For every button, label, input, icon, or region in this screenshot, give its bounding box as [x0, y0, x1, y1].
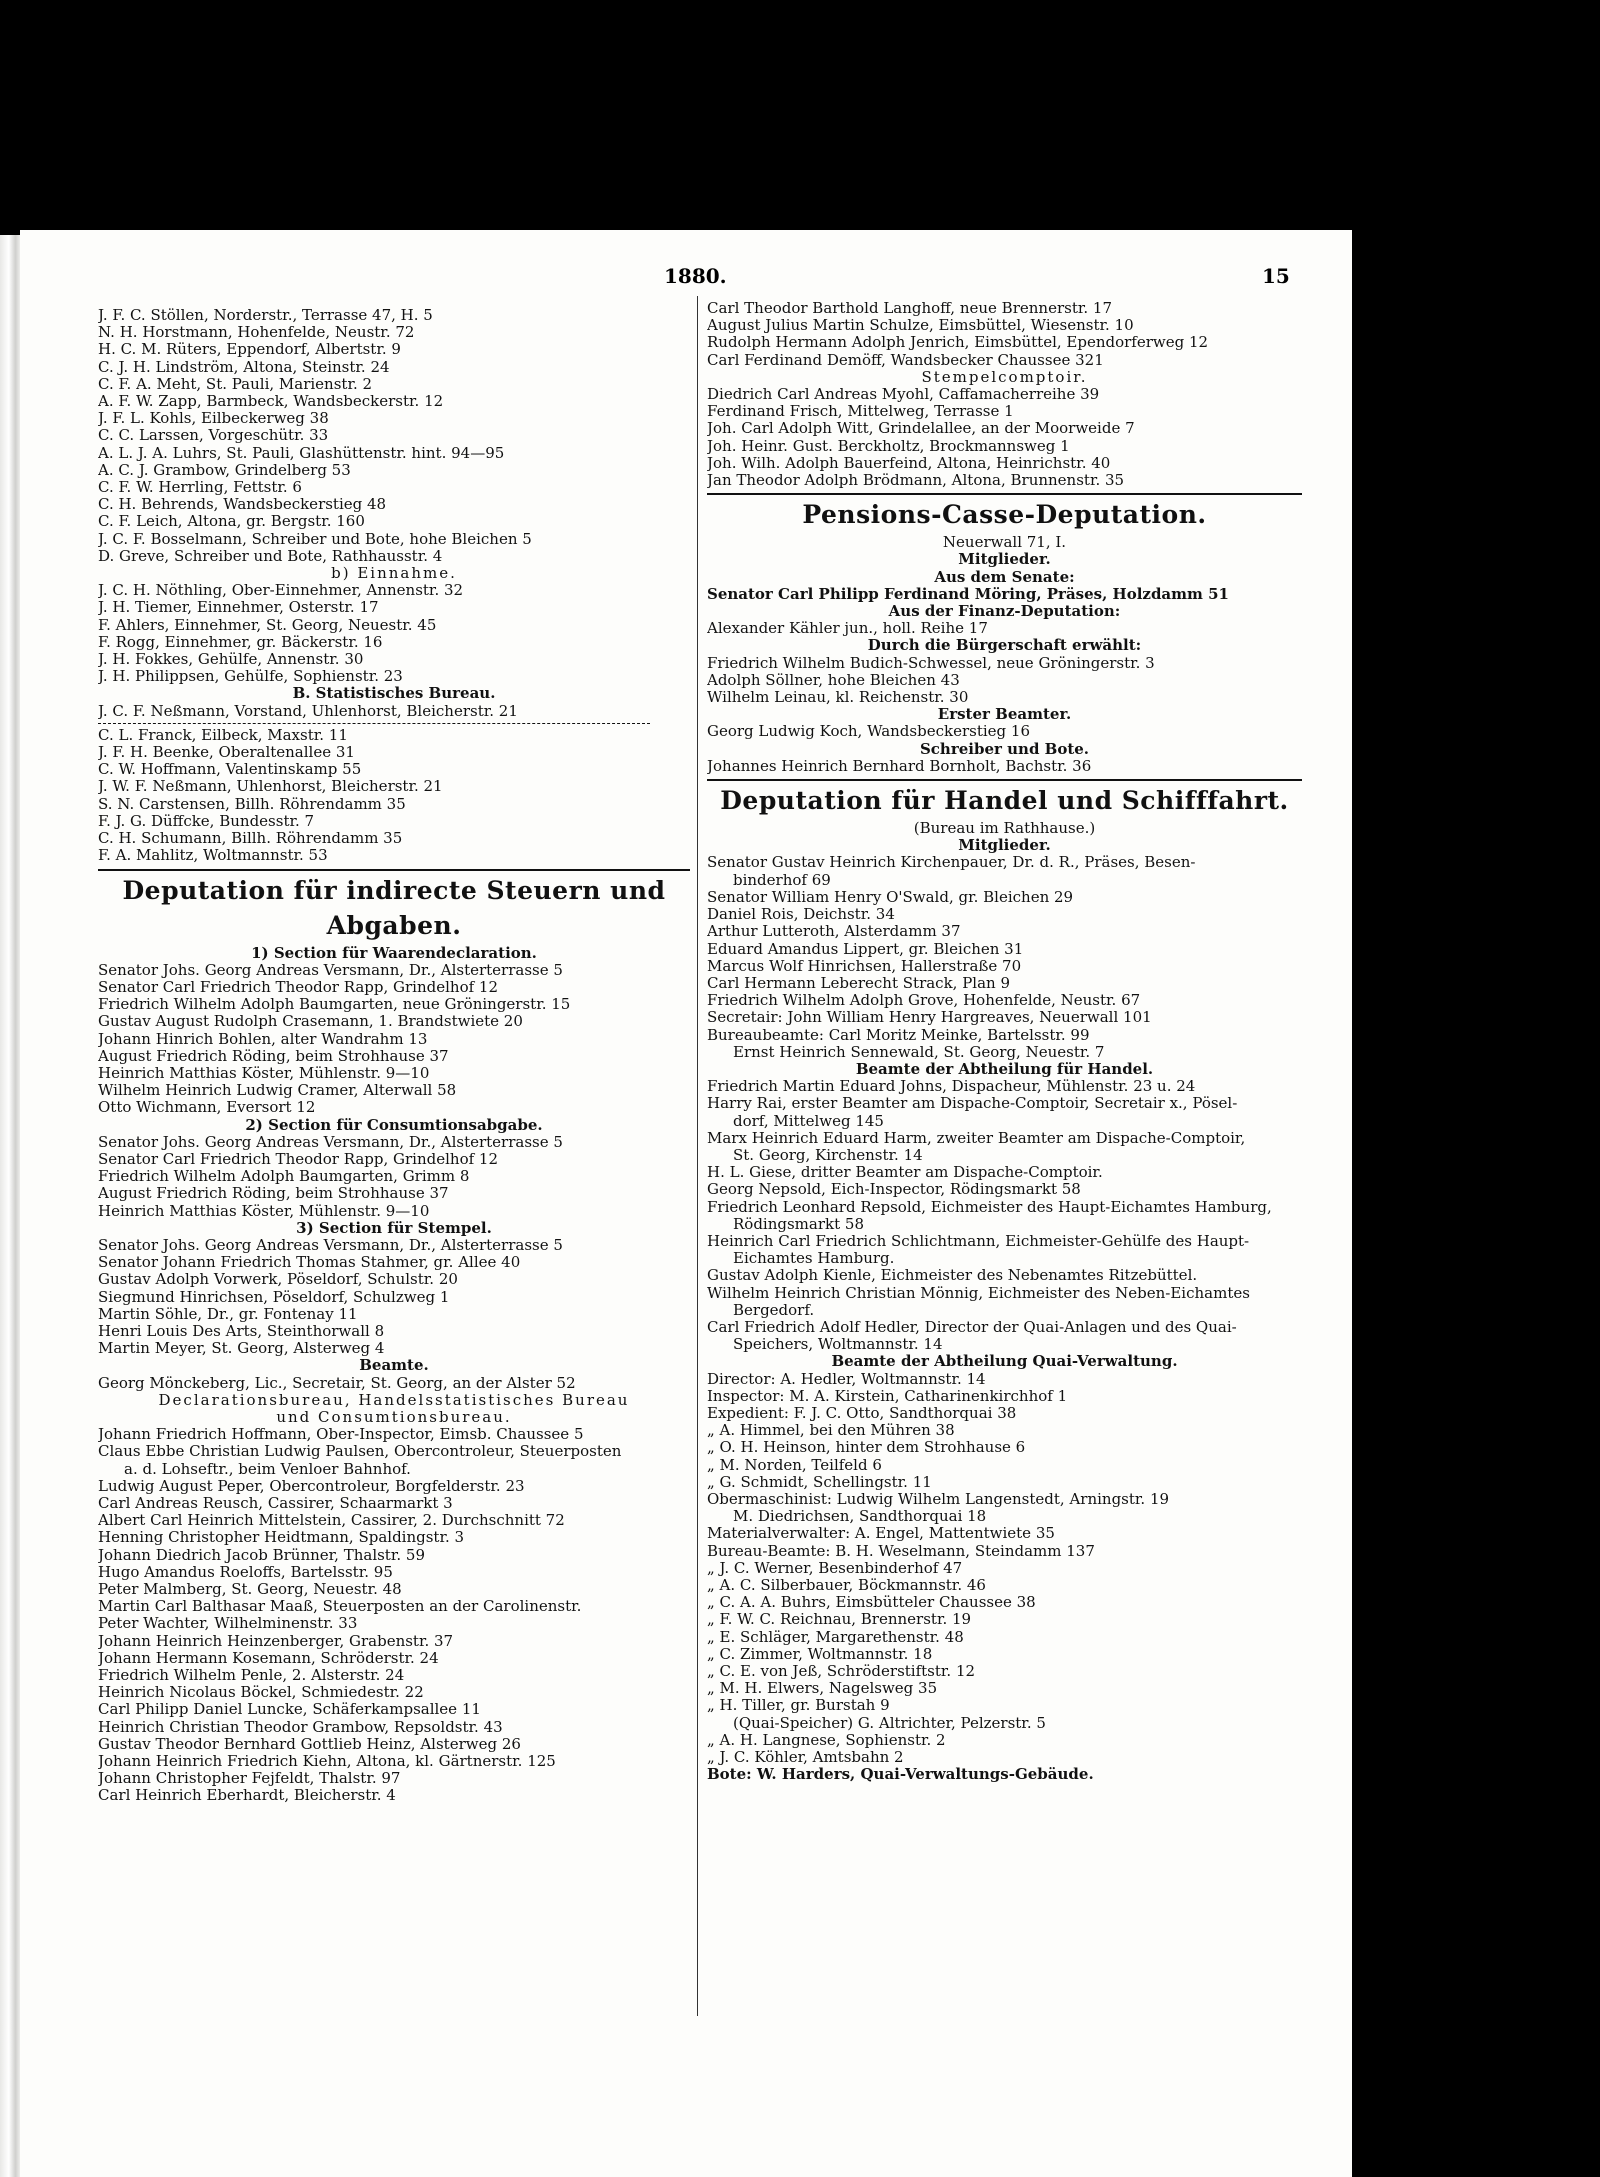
entry-line: Friedrich Wilhelm Adolph Grove, Hohenfelde, Neustr. 67: [707, 992, 1141, 1010]
entry-line: Wilhelm Heinrich Christian Mönnig, Eichmeister des Neben-Eichamtes: [707, 1284, 1250, 1302]
subheading: 2) Section für Consumtionsabgabe.: [245, 1116, 543, 1134]
entry-line: Marx Heinrich Eduard Harm, zweiter Beamter am Dispache-Comptoir,: [707, 1129, 1246, 1147]
entry-line: Johann Heinrich Friedrich Kiehn, Altona, kl. Gärtnerstr. 125: [98, 1753, 556, 1771]
entry-line: Ernst Heinrich Sennewald, St. Georg, Neuestr. 7: [733, 1043, 1105, 1061]
entry-line: „ C. Zimmer, Woltmannstr. 18: [707, 1645, 933, 1663]
subheading: Durch die Bürgerschaft erwählt:: [867, 637, 1142, 655]
entry-line: Gustav August Rudolph Crasemann, 1. Brandstwiete 20: [98, 1013, 523, 1031]
entry-line: Senator Johs. Georg Andreas Versmann, Dr., Alsterterrasse 5: [98, 961, 563, 979]
entry-line: F. A. Mahlitz, Woltmannstr. 53: [98, 847, 328, 865]
entry-line: binderhof 69: [733, 871, 831, 889]
left-column: [98, 307, 690, 1805]
entry-line: Carl Heinrich Eberhardt, Bleicherstr. 4: [98, 1787, 396, 1805]
entry-line: A. L. J. A. Luhrs, St. Pauli, Glashüttenstr. hint. 94—95: [98, 444, 505, 462]
entry-line: N. H. Horstmann, Hohenfelde, Neustr. 72: [98, 324, 415, 342]
entry-line: C. F. W. Herrling, Fettstr. 6: [98, 479, 302, 497]
subheading: Aus der Finanz-Deputation:: [888, 603, 1121, 621]
entry-line: Heinrich Matthias Köster, Mühlenstr. 9—10: [98, 1202, 430, 1220]
entry-line: Senator Carl Friedrich Theodor Rapp, Grindelhof 12: [98, 1150, 499, 1168]
entry-line: Johann Diedrich Jacob Brünner, Thalstr. 59: [98, 1546, 425, 1564]
entry-line: Heinrich Carl Friedrich Schlichtmann, Eichmeister-Gehülfe des Haupt-: [707, 1232, 1250, 1250]
entry-line: J. F. H. Beenke, Oberaltenallee 31: [98, 744, 355, 762]
entry-line: Heinrich Nicolaus Böckel, Schmiedestr. 22: [98, 1684, 424, 1702]
section-rule: [707, 493, 1302, 495]
entry-line: A. C. J. Grambow, Grindelberg 53: [98, 461, 351, 479]
subheading: 3) Section für Stempel.: [296, 1219, 492, 1237]
entry-line: Marcus Wolf Hinrichsen, Hallerstraße 70: [707, 957, 1022, 975]
entry-line: Secretair: John William Henry Hargreaves, Neuerwall 101: [707, 1009, 1152, 1027]
entry-line: Georg Nepsold, Eich-Inspector, Rödingsmarkt 58: [707, 1181, 1081, 1199]
section-heading: Deputation für Handel und Schifffahrt.: [720, 786, 1289, 816]
entry-line: August Friedrich Röding, beim Strohhause 37: [98, 1047, 449, 1065]
entry-line: Joh. Wilh. Adolph Bauerfeind, Altona, Heinrichstr. 40: [707, 454, 1111, 472]
entry-line: H. L. Giese, dritter Beamter am Dispache-Comptoir.: [707, 1164, 1103, 1182]
entry-line: Peter Malmberg, St. Georg, Neuestr. 48: [98, 1581, 402, 1599]
entry-line: Daniel Rois, Deichstr. 34: [707, 906, 895, 924]
entry-line: Friedrich Leonhard Repsold, Eichmeister des Haupt-Eichamtes Hamburg,: [707, 1198, 1272, 1216]
entry-line: Johann Hermann Kosemann, Schröderstr. 24: [98, 1649, 439, 1667]
entry-line: Eduard Amandus Lippert, gr. Bleichen 31: [707, 940, 1024, 958]
section-heading: Abgaben.: [326, 910, 462, 940]
entry-line: F. Rogg, Einnehmer, gr. Bäckerstr. 16: [98, 633, 383, 651]
entry-line: Senator Johann Friedrich Thomas Stahmer, gr. Allee 40: [98, 1254, 521, 1272]
entry-line: Senator Gustav Heinrich Kirchenpauer, Dr. d. R., Präses, Besen-: [707, 854, 1196, 872]
entry-line: Bote: W. Harders, Quai-Verwaltungs-Gebäude.: [707, 1766, 1094, 1784]
entry-line: St. Georg, Kirchenstr. 14: [733, 1146, 923, 1164]
entry-line: Senator Carl Friedrich Theodor Rapp, Grindelhof 12: [98, 978, 499, 996]
adjacent-page-edge: [0, 235, 22, 2177]
subheading: Beamte.: [359, 1357, 429, 1375]
entry-line: C. F. Leich, Altona, gr. Bergstr. 160: [98, 513, 365, 531]
page-year: 1880.: [664, 264, 727, 288]
entry-line: Johannes Heinrich Bernhard Bornholt, Bachstr. 36: [707, 757, 1092, 775]
entry-line: A. F. W. Zapp, Barmbeck, Wandsbeckerstr. 12: [98, 393, 444, 411]
entry-line: Johann Friedrich Hoffmann, Ober-Inspector, Eimsb. Chaussee 5: [98, 1426, 584, 1444]
entry-line: Friedrich Martin Eduard Johns, Dispacheur, Mühlenstr. 23 u. 24: [707, 1078, 1196, 1096]
entry-line: „ E. Schläger, Margarethenstr. 48: [707, 1628, 964, 1646]
entry-line: Materialverwalter: A. Engel, Mattentwiete 35: [707, 1525, 1055, 1543]
entry-line: J. C. H. Nöthling, Ober-Einnehmer, Annenstr. 32: [98, 582, 464, 600]
entry-line: Carl Hermann Leberecht Strack, Plan 9: [707, 974, 1011, 992]
entry-line: Peter Wachter, Wilhelminenstr. 33: [98, 1615, 358, 1633]
dashed-separator: [98, 723, 650, 724]
entry-line: „ O. H. Heinson, hinter dem Strohhause 6: [707, 1439, 1026, 1457]
entry-line: „ J. C. Werner, Besenbinderhof 47: [707, 1559, 963, 1577]
entry-line: Bergedorf.: [733, 1301, 815, 1319]
entry-line: „ A. C. Silberbauer, Böckmannstr. 46: [707, 1577, 986, 1595]
entry-line: Jan Theodor Adolph Brödmann, Altona, Brunnenstr. 35: [707, 472, 1125, 490]
entry-line: M. Diedrichsen, Sandthorquai 18: [733, 1508, 987, 1526]
entry-line: Friedrich Wilhelm Adolph Baumgarten, neue Gröningerstr. 15: [98, 996, 571, 1014]
entry-line: Gustav Theodor Bernhard Gottlieb Heinz, Alsterweg 26: [98, 1735, 521, 1753]
entry-line: C. H. Behrends, Wandsbeckerstieg 48: [98, 496, 387, 514]
entry-line: (Quai-Speicher) G. Altrichter, Pelzerstr. 5: [733, 1714, 1046, 1732]
entry-line: D. Greve, Schreiber und Bote, Rathhausstr. 4: [98, 547, 443, 565]
entry-line: Bureau-Beamte: B. H. Weselmann, Steindamm 137: [707, 1542, 1095, 1560]
subheading: Neuerwall 71, I.: [942, 534, 1067, 552]
entry-line: S. N. Carstensen, Billh. Röhrendamm 35: [98, 795, 406, 813]
entry-line: Henning Christopher Heidtmann, Spaldingstr. 3: [98, 1529, 465, 1547]
entry-line: C. J. H. Lindström, Altona, Steinstr. 24: [98, 358, 390, 376]
subheading: Erster Beamter.: [937, 706, 1072, 724]
entry-line: Joh. Carl Adolph Witt, Grindelallee, an der Moorweide 7: [707, 420, 1135, 438]
entry-line: J. W. F. Neßmann, Uhlenhorst, Bleicherstr. 21: [98, 778, 443, 796]
section-rule: [98, 869, 690, 871]
entry-line: Senator Johs. Georg Andreas Versmann, Dr., Alsterterrasse 5: [98, 1236, 563, 1254]
entry-line: J. H. Fokkes, Gehülfe, Annenstr. 30: [98, 651, 364, 669]
entry-line: Albert Carl Heinrich Mittelstein, Cassirer, 2. Durchschnitt 72: [98, 1512, 565, 1530]
entry-line: Martin Meyer, St. Georg, Alsterweg 4: [98, 1340, 385, 1358]
entry-line: „ F. W. C. Reichnau, Brennerstr. 19: [707, 1611, 972, 1629]
subheading: Schreiber und Bote.: [919, 740, 1090, 758]
entry-line: Director: A. Hedler, Woltmannstr. 14: [707, 1370, 986, 1388]
entry-line: Carl Andreas Reusch, Cassirer, Schaarmarkt 3: [98, 1495, 453, 1512]
subheading: Stempelcomptoir.: [921, 368, 1088, 386]
entry-line: Senator Johs. Georg Andreas Versmann, Dr., Alsterterrasse 5: [98, 1133, 563, 1151]
subheading: b) Einnahme.: [331, 565, 457, 583]
entry-line: C. H. Schumann, Billh. Röhrendamm 35: [98, 830, 403, 848]
entry-line: „ C. A. A. Buhrs, Eimsbütteler Chaussee 38: [707, 1594, 1036, 1612]
entry-line: „ G. Schmidt, Schellingstr. 11: [707, 1473, 932, 1491]
entry-line: Martin Carl Balthasar Maaß, Steuerposten an der Carolinenstr.: [98, 1598, 582, 1616]
entry-line: „ M. H. Elwers, Nagelsweg 35: [707, 1680, 938, 1698]
entry-line: J. C. F. Neßmann, Vorstand, Uhlenhorst, Bleicherstr. 21: [98, 702, 518, 720]
subheading: und Consumtionsbureau.: [276, 1408, 512, 1426]
entry-line: Heinrich Matthias Köster, Mühlenstr. 9—10: [98, 1064, 430, 1082]
entry-line: Bureaubeamte: Carl Moritz Meinke, Bartelsstr. 99: [707, 1026, 1090, 1044]
entry-line: „ A. H. Langnese, Sophienstr. 2: [707, 1731, 946, 1749]
entry-line: Otto Wichmann, Eversort 12: [98, 1099, 316, 1117]
entry-line: Senator Carl Philipp Ferdinand Möring, Präses, Holzdamm 51: [707, 585, 1229, 603]
page-number: 15: [1262, 264, 1290, 288]
entry-line: Harry Rai, erster Beamter am Dispache-Comptoir, Secretair x., Pösel-: [707, 1095, 1238, 1113]
entry-line: Claus Ebbe Christian Ludwig Paulsen, Obercontroleur, Steuerposten: [98, 1443, 622, 1461]
subheading: 1) Section für Waarendeclaration.: [251, 944, 537, 962]
entry-line: Hugo Amandus Roeloffs, Bartelsstr. 95: [98, 1563, 393, 1581]
entry-line: Wilhelm Leinau, kl. Reichenstr. 30: [707, 689, 969, 707]
entry-line: Rudolph Hermann Adolph Jenrich, Eimsbüttel, Ependorferweg 12: [707, 334, 1209, 352]
entry-line: Georg Mönckeberg, Lic., Secretair, St. Georg, an der Alster 52: [98, 1374, 576, 1392]
entry-line: Joh. Heinr. Gust. Berckholtz, Brockmannsweg 1: [707, 437, 1070, 455]
entry-line: C. C. Larssen, Vorgeschütr. 33: [98, 427, 329, 445]
subheading: Beamte der Abtheilung Quai-Verwaltung.: [831, 1353, 1178, 1371]
entry-line: Obermaschinist: Ludwig Wilhelm Langenstedt, Arningstr. 19: [707, 1491, 1170, 1508]
entry-line: Carl Friedrich Adolf Hedler, Director der Quai-Anlagen und des Quai-: [707, 1318, 1237, 1336]
entry-line: Friedrich Wilhelm Adolph Baumgarten, Grimm 8: [98, 1168, 470, 1186]
entry-line: Johann Heinrich Heinzenberger, Grabenstr. 37: [98, 1632, 454, 1650]
entry-line: J. F. L. Kohls, Eilbeckerweg 38: [98, 410, 329, 428]
entry-line: „ A. Himmel, bei den Mühren 38: [707, 1422, 955, 1440]
entry-line: „ J. C. Köhler, Amtsbahn 2: [707, 1749, 904, 1767]
entry-line: J. C. F. Bosselmann, Schreiber und Bote, hohe Bleichen 5: [98, 530, 532, 548]
right-column: [707, 300, 1302, 1783]
entry-line: Gustav Adolph Kienle, Eichmeister des Nebenamtes Ritzebüttel.: [707, 1267, 1198, 1285]
section-heading: Deputation für indirecte Steuern und: [122, 875, 666, 905]
entry-line: Diedrich Carl Andreas Myohl, Caffamacherreihe 39: [707, 386, 1100, 404]
entry-line: Rödingsmarkt 58: [733, 1215, 864, 1233]
entry-line: Friedrich Wilhelm Penle, 2. Alsterstr. 24: [98, 1667, 405, 1685]
column-divider: [697, 296, 698, 2016]
entry-line: „ M. Norden, Teilfeld 6: [707, 1456, 882, 1474]
entry-line: dorf, Mittelweg 145: [733, 1112, 884, 1130]
entry-line: Johann Christopher Fejfeldt, Thalstr. 97: [98, 1770, 401, 1788]
entry-line: Senator William Henry O'Swald, gr. Bleichen 29: [707, 888, 1074, 906]
entry-line: Henri Louis Des Arts, Steinthorwall 8: [98, 1322, 385, 1340]
entry-line: C. W. Hoffmann, Valentinskamp 55: [98, 761, 362, 779]
entry-line: Ludwig August Peper, Obercontroleur, Borgfelderstr. 23: [98, 1477, 525, 1495]
entry-line: Carl Ferdinand Demöff, Wandsbecker Chaussee 321: [707, 351, 1104, 369]
entry-line: Alexander Kähler jun., holl. Reihe 17: [707, 620, 988, 638]
entry-line: August Julius Martin Schulze, Eimsbüttel, Wiesenstr. 10: [707, 317, 1134, 335]
entry-line: Johann Hinrich Bohlen, alter Wandrahm 13: [98, 1030, 428, 1048]
subheading: Mitglieder.: [958, 551, 1051, 569]
entry-line: Speichers, Woltmannstr. 14: [733, 1336, 943, 1354]
entry-line: J. H. Philippsen, Gehülfe, Sophienstr. 23: [98, 668, 403, 686]
subheading: Aus dem Senate:: [934, 568, 1075, 586]
section-heading: Pensions-Casse-Deputation.: [802, 500, 1207, 530]
subheading: (Bureau im Rathhause.): [913, 820, 1096, 838]
entry-line: Carl Philipp Daniel Luncke, Schäferkampsallee 11: [98, 1701, 481, 1719]
subheading: Beamte der Abtheilung für Handel.: [855, 1060, 1154, 1078]
entry-line: Expedient: F. J. C. Otto, Sandthorquai 38: [707, 1404, 1017, 1422]
entry-line: J. F. C. Stöllen, Norderstr., Terrasse 47, H. 5: [98, 307, 433, 324]
entry-line: F. Ahlers, Einnehmer, St. Georg, Neuestr. 45: [98, 616, 437, 634]
entry-line: Siegmund Hinrichsen, Pöseldorf, Schulzweg 1: [98, 1288, 450, 1306]
entry-line: Martin Söhle, Dr., gr. Fontenay 11: [98, 1305, 358, 1323]
entry-line: C. F. A. Meht, St. Pauli, Marienstr. 2: [98, 375, 373, 393]
entry-line: a. d. Lohseftr., beim Venloer Bahnhof.: [124, 1460, 411, 1478]
entry-line: Wilhelm Heinrich Ludwig Cramer, Alterwall 58: [98, 1082, 457, 1100]
subheading: B. Statistisches Bureau.: [292, 685, 496, 703]
entry-line: Eichamtes Hamburg.: [733, 1250, 895, 1268]
entry-line: „ C. E. von Jeß, Schröderstiftstr. 12: [707, 1663, 976, 1681]
entry-line: Friedrich Wilhelm Budich-Schwessel, neue Gröningerstr. 3: [707, 654, 1155, 672]
entry-line: C. L. Franck, Eilbeck, Maxstr. 11: [98, 726, 348, 744]
entry-line: Gustav Adolph Vorwerk, Pöseldorf, Schulstr. 20: [98, 1271, 458, 1289]
entry-line: August Friedrich Röding, beim Strohhause 37: [98, 1185, 449, 1203]
entry-line: Inspector: M. A. Kirstein, Catharinenkirchhof 1: [707, 1387, 1068, 1405]
section-rule: [707, 779, 1302, 781]
entry-line: Adolph Söllner, hohe Bleichen 43: [707, 671, 960, 689]
entry-line: F. J. G. Düffcke, Bundesstr. 7: [98, 812, 315, 830]
entry-line: Carl Theodor Barthold Langhoff, neue Brennerstr. 17: [707, 300, 1112, 317]
entry-line: Ferdinand Frisch, Mittelweg, Terrasse 1: [707, 403, 1014, 421]
entry-line: J. H. Tiemer, Einnehmer, Osterstr. 17: [98, 599, 379, 617]
entry-line: H. C. M. Rüters, Eppendorf, Albertstr. 9: [98, 341, 401, 359]
subheading: Declarationsbureau, Handelsstatistisches Bureau: [158, 1391, 630, 1409]
entry-line: Arthur Lutteroth, Alsterdamm 37: [707, 923, 961, 941]
entry-line: „ H. Tiller, gr. Burstah 9: [707, 1697, 890, 1715]
entry-line: Heinrich Christian Theodor Grambow, Repsoldstr. 43: [98, 1718, 503, 1736]
subheading: Mitglieder.: [958, 837, 1051, 855]
entry-line: Georg Ludwig Koch, Wandsbeckerstieg 16: [707, 723, 1030, 741]
